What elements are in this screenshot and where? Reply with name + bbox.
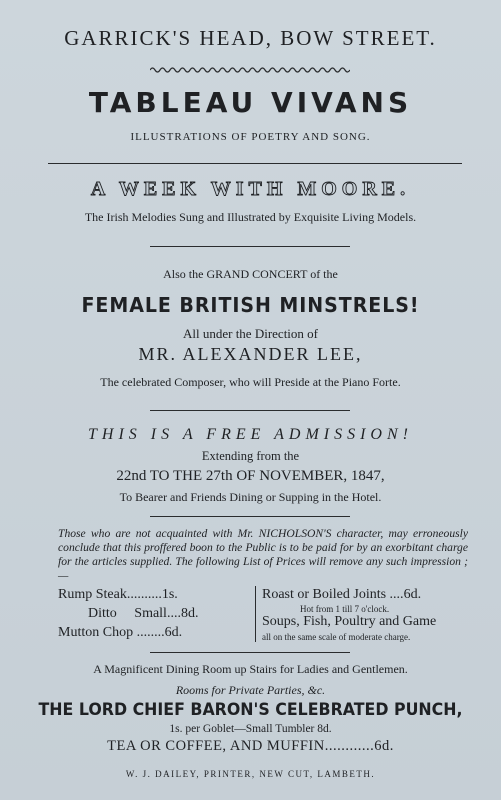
admission-bearer: To Bearer and Friends Dining or Supping in the Hotel. bbox=[119, 490, 382, 504]
divider-rule bbox=[48, 163, 462, 164]
divider-rule bbox=[150, 246, 350, 247]
subtitle: ILLUSTRATIONS OF POETRY AND SONG. bbox=[130, 131, 371, 143]
feature-description: The Irish Melodies Sung and Illustrated by Exquisite Living Models. bbox=[84, 210, 417, 224]
price-item-name: Mutton Chop ........ bbox=[58, 625, 165, 640]
direction-text: All under the Direction of bbox=[182, 326, 318, 341]
punch-prices: 1s. per Goblet—Small Tumbler 8d. bbox=[169, 723, 332, 735]
venue-heading: GARRICK'S HEAD, BOW STREET. bbox=[64, 26, 437, 50]
admission-extending: Extending from the bbox=[201, 449, 300, 463]
wavy-ornament bbox=[150, 66, 350, 74]
admission-title: THIS IS A FREE ADMISSION! bbox=[88, 426, 413, 443]
price-item bbox=[88, 606, 198, 622]
notice-paragraph: Those who are not acquainted with Mr. NICHOLSON'S character, may erroneously conclude that this proffered boon to the Public is to be paid for by an exorbitant charge for the articles supplied. The following List of Prices will remove any such impression ;— bbox=[58, 527, 468, 582]
price-item-price: 6d. bbox=[403, 587, 422, 602]
printer-imprint: W. J. DAILEY, PRINTER, NEW CUT, LAMBETH. bbox=[125, 769, 376, 779]
scale-note: all on the same scale of moderate charge. bbox=[262, 632, 411, 642]
price-item bbox=[58, 587, 178, 603]
price-item-name: Ditto Small.... bbox=[88, 606, 181, 621]
price-item bbox=[58, 625, 182, 641]
admission-dates: 22nd TO THE 27th OF NOVEMBER, 1847, bbox=[116, 468, 385, 484]
price-item-name: Roast or Boiled Joints .... bbox=[262, 587, 404, 602]
concert-intro: Also the GRAND CONCERT of the bbox=[163, 267, 338, 281]
director-name: MR. ALEXANDER LEE, bbox=[138, 344, 363, 364]
composer-note: The celebrated Composer, who will Preside at the Piano Forte. bbox=[100, 375, 401, 389]
punch-title: THE LORD CHIEF BARON'S CELEBRATED PUNCH, bbox=[38, 700, 463, 720]
price-item-name: Rump Steak.......... bbox=[58, 587, 162, 602]
divider-rule bbox=[150, 652, 350, 653]
price-item-price: 1s. bbox=[161, 587, 178, 602]
divider-rule bbox=[150, 410, 350, 411]
main-title: TABLEAU VIVANS bbox=[88, 86, 413, 119]
price-item bbox=[262, 587, 421, 603]
price-column-divider bbox=[255, 586, 256, 642]
divider-rule bbox=[150, 516, 350, 517]
price-item-price: 8d. bbox=[180, 606, 199, 621]
feature-title: A WEEK WITH MOORE. bbox=[90, 178, 411, 200]
hours-note: Hot from 1 till 7 o'clock. bbox=[300, 604, 390, 614]
price-item: Soups, Fish, Poultry and Game bbox=[262, 614, 437, 629]
tea-price: TEA OR COFFEE, AND MUFFIN............6d. bbox=[107, 738, 394, 754]
price-item-price: 6d. bbox=[164, 625, 183, 640]
dining-room-note: A Magnificent Dining Room up Stairs for Ladies and Gentlemen. bbox=[93, 662, 408, 676]
private-rooms-note: Rooms for Private Parties, &c. bbox=[175, 683, 326, 697]
concert-title: FEMALE BRITISH MINSTRELS! bbox=[81, 293, 420, 317]
